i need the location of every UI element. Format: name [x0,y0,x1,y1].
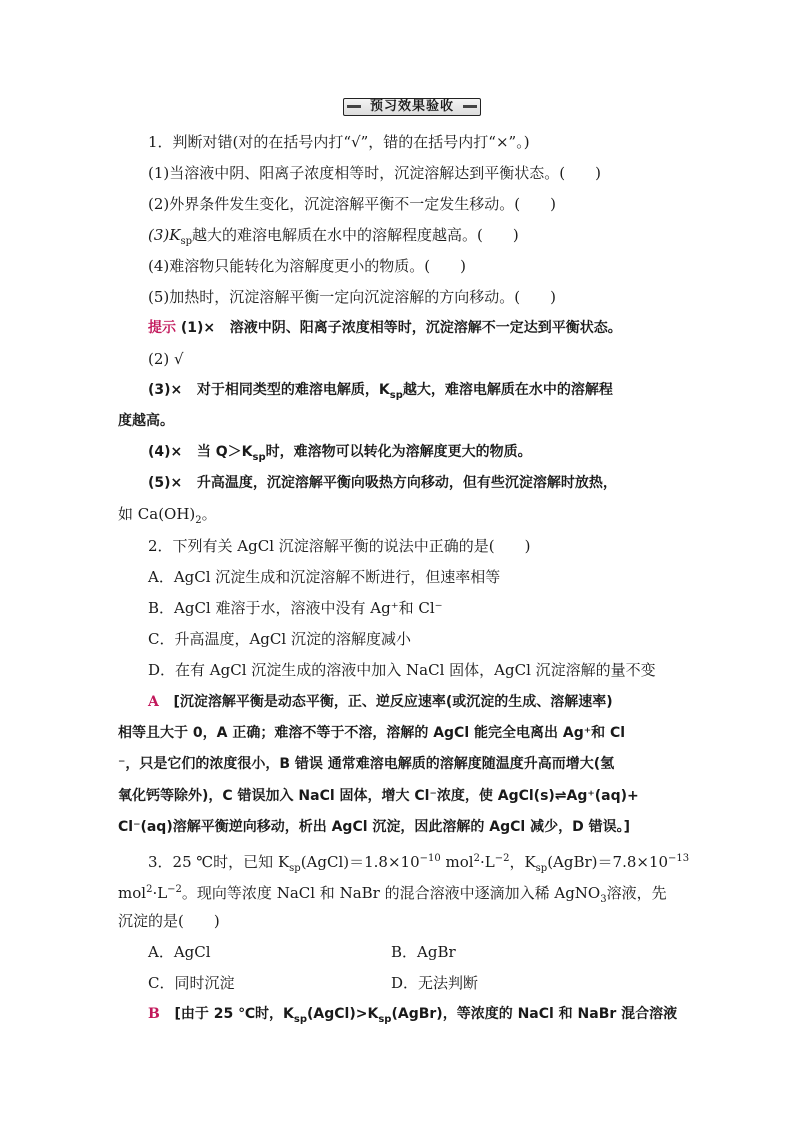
hint-3-cont: 度越高。 [118,413,174,429]
hint-5: (5)× 升高温度，沉淀溶解平衡向吸热方向移动，但有些沉淀溶解时放热， [148,475,617,491]
q2-explanation-1: A [沉淀溶解平衡是动态平衡，正、逆反应速率(或沉淀的生成、溶解速率) [148,694,613,710]
q2-option-c: C．升高温度，AgCl 沉淀的溶解度减小 [148,630,411,648]
hint-5-cont: 如 $Ca(OH)_2$。 [118,505,217,526]
q1-item-2: (2)外界条件发生变化，沉淀溶解平衡不一定发生移动。( ) [148,195,556,213]
q2-explanation-4: 氧化钙等除外)，C 错误加入 NaCl 固体，增大 Cl⁻浓度，使 AgCl(s)⇌Ag⁺(aq)+ [118,788,639,804]
q3-explanation-1: B [由于 25 ℃时，$K_{sp}(AgCl)>K_{sp}(AgBr)$，等浓度的 NaCl 和 NaBr 混合溶液 [148,1006,678,1025]
q2-option-d: D．在有 AgCl 沉淀生成的溶液中加入 NaCl 固体，AgCl 沉淀溶解的量不变 [148,661,656,679]
hint-1: 提示 (1)× 溶液中阴、阳离子浓度相等时，沉淀溶解不一定达到平衡状态。 [148,320,622,336]
q2-explanation-5: Cl⁻(aq)溶解平衡逆向移动，析出 AgCl 沉淀，因此溶解的 AgCl 减少，D 错误。] [118,819,630,835]
q1-item-4: (4)难溶物只能转化为溶解度更小的物质。( ) [148,257,466,275]
q2-explanation-3: ⁻，只是它们的浓度很小，B 错误 通常难溶电解质的溶解度随温度升高而增大(氢 [118,756,615,772]
q2-stem: 2．下列有关 AgCl 沉淀溶解平衡的说法中正确的是( ) [148,537,531,555]
hint-4: (4)× 当 $Q>K_{sp}$时，难溶物可以转化为溶解度更大的物质。 [148,444,532,463]
section-title: 预习效果验收 [343,98,481,116]
q2-option-b: B．AgCl 难溶于水，溶液中没有 Ag⁺和 Cl⁻ [148,599,443,617]
q3-option-d: D．无法判断 [391,974,479,992]
q1-item-5: (5)加热时，沉淀溶解平衡一定向沉淀溶解的方向移动。( ) [148,288,556,306]
q1-stem: 1．判断对错(对的在括号内打“√”，错的在括号内打“×”。) [148,133,530,151]
q2-explanation-2: 相等且大于 0，A 正确；难溶不等于不溶，溶解的 AgCl 能完全电离出 Ag⁺和 Cl [118,725,626,741]
section-header [0,98,794,118]
hint-3: (3)× 对于相同类型的难溶电解质，$K_{sp}$越大，难溶电解质在水中的溶解程 [148,382,613,401]
q1-item-1: (1)当溶液中阴、阳离子浓度相等时，沉淀溶解达到平衡状态。( ) [148,164,601,182]
q3-option-b: B．AgBr [391,943,456,961]
q3-stem-2: $mol^2\cdot L^{-2}$。现向等浓度 NaCl 和 NaBr 的混合溶液中逐滴加入稀 AgNO$_3$溶液，先 [118,884,667,905]
hint-2: (2) √ [148,350,184,368]
q3-stem-3: 沉淀的是( ) [118,912,220,930]
q3-option-c: C．同时沉淀 [148,974,235,992]
q1-item-3: $(3)K_{sp}$越大的难溶电解质在水中的溶解程度越高。( ) [148,226,519,247]
q3-stem-1: 3．25 ℃时，已知 $K_{sp}(AgCl)=1.8\times 10^{-10}$ $mol^2\cdot L^{-2}$，$K_{sp}(AgBr)=7.8\times 10^{-13}$ [148,853,690,874]
q2-option-a: A．AgCl 沉淀生成和沉淀溶解不断进行，但速率相等 [148,568,501,586]
q3-option-a: A．AgCl [148,943,211,961]
